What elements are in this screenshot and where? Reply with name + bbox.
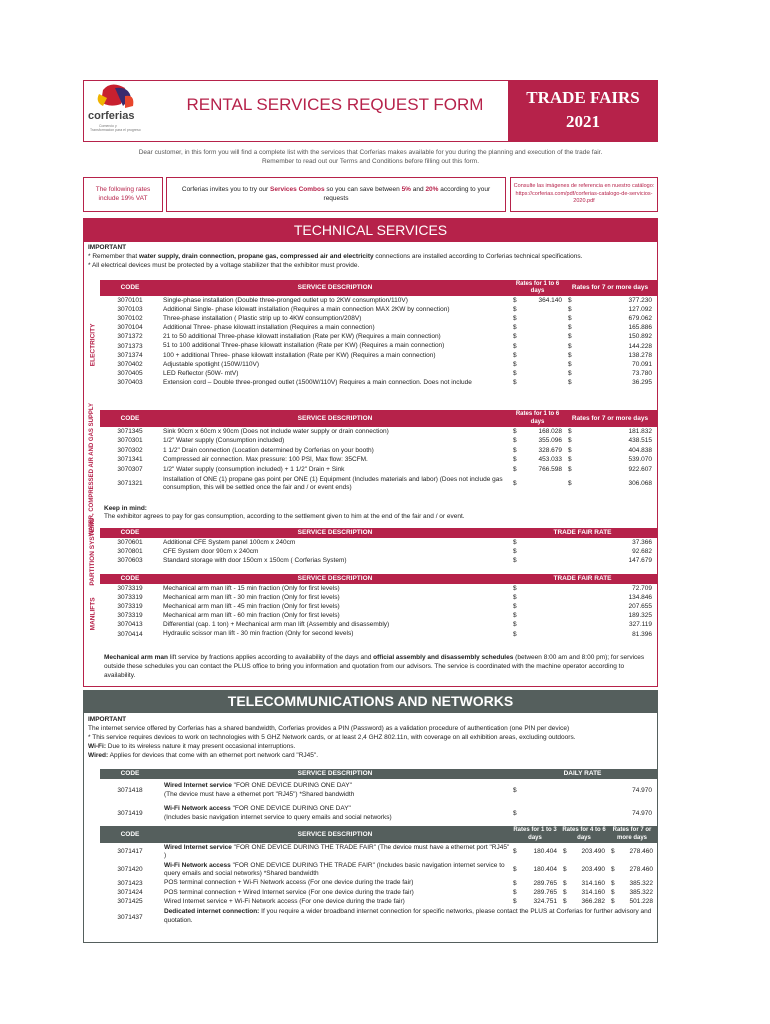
page-title: RENTAL SERVICES REQUEST FORM xyxy=(186,95,484,114)
currency-symbol: $ xyxy=(513,324,517,332)
row-desc: Sink 90cm x 60cm x 90cm (Does not include water supply or drain connection) xyxy=(163,427,389,435)
row-desc: Differential (cap. 1 ton) + Mechanical arm man lift (Assembly and disassembly) xyxy=(163,621,390,629)
currency-symbol: $ xyxy=(513,379,517,387)
row-code: 3073319 xyxy=(117,584,143,592)
rate-value: 127.092 xyxy=(628,305,652,313)
rate-value: 168.028 xyxy=(538,427,562,435)
rate-cell xyxy=(565,297,655,305)
rate-cell xyxy=(565,480,655,488)
table-row xyxy=(100,888,658,897)
row-desc: Mechanical arm man lift - 30 min fraction (Only for first levels) xyxy=(163,593,340,601)
row-code: 3071420 xyxy=(117,866,143,874)
rate-cell xyxy=(565,370,655,378)
currency-symbol: $ xyxy=(513,547,517,555)
row-desc: Wired Internet service "FOR ONE DEVICE DURING THE TRADE FAIR" (The device must have a ethernet port "RJ45" ) xyxy=(164,843,510,859)
currency-symbol: $ xyxy=(513,879,517,887)
rate-value: 289.765 xyxy=(533,889,557,897)
row-desc: 1/2" Water supply (consumption included) + 1 1/2" Drain + Sink xyxy=(163,465,345,473)
rate-cell xyxy=(565,306,655,314)
trade-fairs-badge xyxy=(508,80,658,142)
currency-symbol: $ xyxy=(513,370,517,378)
currency-symbol: $ xyxy=(568,437,572,445)
intro-line: Remember to read out our Terms and Conditions before filling out this form. xyxy=(261,158,479,166)
row-desc: Additional Three- phase kilowatt installation (Requires a main connection) xyxy=(163,324,375,332)
currency-symbol: $ xyxy=(513,480,517,488)
currency-symbol: $ xyxy=(513,848,517,856)
table-row xyxy=(100,324,658,333)
table-row xyxy=(100,843,658,861)
rate-value: 366.282 xyxy=(581,898,605,906)
row-desc: Dedicated internet connection: If you require a wider broadband internet connection for specific networks, please contact the PLUS at Corferias for further advisory and quotation. xyxy=(164,907,652,924)
rate-cell xyxy=(510,379,565,387)
row-desc: Installation of ONE (1) propane gas point per ONE (1) Equipment (Includes materials and labor) (Does not include gas consumption, this will be settled once the fair and / or event ends) xyxy=(163,475,503,491)
table-row xyxy=(100,612,658,621)
rate-value: 70.091 xyxy=(632,361,652,368)
currency-symbol: $ xyxy=(513,786,517,794)
rate-cell xyxy=(565,379,655,387)
row-desc: Mechanical arm man lift - 45 min fraction (Only for first levels) xyxy=(163,602,340,610)
table-row xyxy=(100,333,658,342)
table-row xyxy=(100,556,658,565)
row-code: 3070301 xyxy=(117,437,143,445)
rate-cell xyxy=(560,848,608,856)
rate-cell xyxy=(565,466,655,474)
currency-symbol: $ xyxy=(563,879,567,887)
rate-cell xyxy=(510,437,565,445)
currency-symbol: $ xyxy=(611,848,615,856)
rate-value: 766.598 xyxy=(538,465,562,473)
table-row xyxy=(100,446,658,456)
currency-symbol: $ xyxy=(513,361,517,368)
row-desc: Mechanical arm man lift - 15 min fraction (Only for first levels) xyxy=(163,584,340,592)
rate-cell xyxy=(565,428,655,436)
rate-value: 144.228 xyxy=(628,342,652,350)
row-desc: 1 1/2" Drain connection (Location determined by Corferias on your booth) xyxy=(163,446,374,454)
row-code: 3070402 xyxy=(117,361,143,368)
table-row xyxy=(100,456,658,466)
currency-symbol: $ xyxy=(568,427,572,435)
currency-symbol: $ xyxy=(568,379,572,387)
currency-symbol: $ xyxy=(568,333,572,341)
rate-cell xyxy=(510,866,560,874)
currency-symbol: $ xyxy=(513,538,517,546)
rate-cell xyxy=(510,548,655,556)
table-row xyxy=(100,602,658,611)
row-code: 3071437 xyxy=(117,913,143,921)
row-code: 3073319 xyxy=(117,612,143,620)
telecom-title: TELECOMMUNICATIONS AND NETWORKS xyxy=(83,690,658,713)
currency-symbol: $ xyxy=(513,456,517,464)
row-desc: Three-phase installation ( Plastic strip up to 4KW consumption/208V) xyxy=(163,314,362,322)
currency-symbol: $ xyxy=(513,342,517,350)
rate-cell xyxy=(510,848,560,856)
water-table xyxy=(100,410,658,494)
currency-symbol: $ xyxy=(513,866,517,874)
currency-symbol: $ xyxy=(513,333,517,341)
currency-symbol: $ xyxy=(513,351,517,359)
rate-cell xyxy=(510,810,655,818)
currency-symbol: $ xyxy=(513,809,517,817)
currency-symbol: $ xyxy=(568,342,572,350)
currency-symbol: $ xyxy=(611,898,615,906)
row-desc: POS terminal connection + Wi-Fi Network access (For one device during the trade fair) xyxy=(164,879,414,887)
rate-cell xyxy=(510,585,655,593)
year-label: 2021 xyxy=(566,112,600,131)
row-desc: Standard storage with door 150cm x 150cm ( Corferias System) xyxy=(163,556,347,564)
rate-cell xyxy=(510,428,565,436)
rate-cell xyxy=(608,848,656,856)
row-code: 3073319 xyxy=(117,603,143,611)
telecom-notes: IMPORTANT The internet service offered by Corferias has a shared bandwidth, Corferias provides a PIN (Password) as a validation procedure of authentication (one PIN per device) * This service requires devices to work on technologies with 5 GHZ Network cards, or at least 2,4 GHZ 802.11n, with coverage on all exhibition areas, excluding outdoors. Wi-Fi: Due to its wireless nature it may present occasional interruptions. Wired: Applies for devices that come with an ethernet port network card "RJ45". xyxy=(88,716,576,760)
intro-text xyxy=(83,148,658,167)
row-desc: 51 to 100 additional Three-phase kilowatt installation (Rate per KW) (Requires a main connection) xyxy=(163,342,445,350)
rate-value: 134.846 xyxy=(628,593,652,601)
electricity-table xyxy=(100,280,658,388)
row-code: 3071417 xyxy=(117,848,143,856)
rate-cell xyxy=(565,447,655,455)
row-code: 3071419 xyxy=(117,809,143,817)
currency-symbol: $ xyxy=(513,621,517,629)
rate-value: 36.295 xyxy=(632,379,652,387)
row-desc: POS terminal connection + Wired Internet service (For one device during the trade fair) xyxy=(164,888,414,896)
currency-symbol: $ xyxy=(611,889,615,897)
currency-symbol: $ xyxy=(568,465,572,473)
table-header: CODE SERVICE DESCRIPTION Rates for 1 to 3 days Rates for 4 to 6 days Rates for 7 or more days xyxy=(100,826,658,843)
table-row xyxy=(100,370,658,379)
table-row xyxy=(100,465,658,475)
row-code: 3070601 xyxy=(117,538,143,546)
table-row xyxy=(100,621,658,630)
rate-value: 278.460 xyxy=(629,848,653,856)
rate-value: 74.970 xyxy=(632,786,652,794)
row-code: 3070403 xyxy=(117,379,143,387)
currency-symbol: $ xyxy=(568,480,572,488)
row-code: 3070101 xyxy=(117,296,143,304)
currency-symbol: $ xyxy=(611,866,615,874)
rate-value: 438.515 xyxy=(628,437,652,445)
rate-cell xyxy=(560,866,608,874)
brand-name: corferias xyxy=(88,110,135,122)
currency-symbol: $ xyxy=(568,370,572,378)
row-code: 3071321 xyxy=(117,480,143,488)
currency-symbol: $ xyxy=(513,315,517,323)
rate-cell xyxy=(510,621,655,629)
currency-symbol: $ xyxy=(568,305,572,313)
rate-value: 377.230 xyxy=(628,296,652,304)
rate-cell xyxy=(565,437,655,445)
row-desc: Wired Internet service + Wi-Fi Network access (For one device during the trade fair) xyxy=(164,898,405,906)
manlifts-table xyxy=(100,574,658,639)
currency-symbol: $ xyxy=(513,612,517,620)
manlifts-label: MANLIFTS xyxy=(89,597,97,631)
rate-cell xyxy=(565,324,655,332)
rate-cell xyxy=(560,898,608,906)
rate-value: 679.062 xyxy=(628,315,652,323)
row-desc: 100 + additional Three- phase kilowatt installation (Rate per KW) (Requires a main connection) xyxy=(163,351,436,359)
rate-value: 306.068 xyxy=(628,480,652,488)
rate-cell xyxy=(510,306,565,314)
table-row xyxy=(100,879,658,888)
row-code: 3070405 xyxy=(117,370,143,378)
row-desc: Wired Internet service "FOR ONE DEVICE DURING ONE DAY" (The device must have a ethernet port "RJ45") *Shared bandwidth xyxy=(164,781,355,798)
table-row xyxy=(100,379,658,388)
daily-rate-table xyxy=(100,769,658,825)
row-desc: Mechanical arm man lift - 60 min fraction (Only for first levels) xyxy=(163,612,340,620)
rate-cell xyxy=(510,539,655,547)
row-code: 3070307 xyxy=(117,465,143,473)
row-desc: Wi-Fi Network access "FOR ONE DEVICE DURING THE TRADE FAIR" (Includes basic navigation internet service to query emails and social networks) *Shared bandwidth xyxy=(164,861,505,877)
rate-value: 404.838 xyxy=(628,446,652,454)
rate-cell xyxy=(510,631,655,639)
currency-symbol: $ xyxy=(513,557,517,565)
rate-value: 327.119 xyxy=(628,621,652,629)
rate-cell xyxy=(510,370,565,378)
currency-symbol: $ xyxy=(513,427,517,435)
rate-cell xyxy=(510,352,565,360)
row-code: 3071373 xyxy=(117,342,143,350)
row-code: 3070413 xyxy=(117,621,143,629)
rate-value: 355.096 xyxy=(538,437,562,445)
partition-label: PARTITION SYSTEMS xyxy=(89,518,97,586)
table-header: CODE SERVICE DESCRIPTION Rates for 1 to 6 days Rates for 7 or more days xyxy=(100,410,658,427)
table-row xyxy=(100,538,658,547)
rate-cell xyxy=(510,557,655,565)
currency-symbol: $ xyxy=(563,889,567,897)
table-row xyxy=(100,547,658,556)
keep-in-mind: Keep in mind: The exhibitor agrees to pay for gas consumption, according to the settlement given to him at the end of the fair and / or event. xyxy=(104,505,465,520)
table-row xyxy=(100,593,658,602)
rate-cell xyxy=(510,480,565,488)
currency-symbol: $ xyxy=(513,305,517,313)
row-desc: LED Reflector (50W- mtV) xyxy=(163,370,239,378)
table-row xyxy=(100,779,658,802)
rate-cell xyxy=(510,787,655,795)
rate-value: 37.366 xyxy=(632,538,652,546)
row-desc: Extension cord – Double three-pronged outlet (1500W/110V) Requires a main connection. Does not include xyxy=(163,379,472,387)
table-header: CODE SERVICE DESCRIPTION Rates for 1 to 6 days Rates for 7 or more days xyxy=(100,280,658,296)
currency-symbol: $ xyxy=(513,437,517,445)
table-header: CODE SERVICE DESCRIPTION TRADE FAIR RATE xyxy=(100,574,658,584)
rate-cell xyxy=(510,466,565,474)
rate-value: 453.033 xyxy=(538,456,562,464)
rate-value: 92.682 xyxy=(632,547,652,555)
electricity-label: ELECTRICITY xyxy=(89,323,97,367)
rate-value: 328.679 xyxy=(538,446,562,454)
rate-cell xyxy=(565,361,655,369)
currency-symbol: $ xyxy=(513,630,517,638)
rate-cell xyxy=(510,343,565,351)
rate-value: 180.404 xyxy=(533,848,557,856)
rate-value: 150.892 xyxy=(628,333,652,341)
row-desc: Additional CFE System panel 100cm x 240cm xyxy=(163,538,296,546)
table-row xyxy=(100,314,658,323)
currency-symbol: $ xyxy=(568,361,572,368)
table-row xyxy=(100,351,658,360)
table-row xyxy=(100,802,658,825)
rate-value: 203.490 xyxy=(581,848,605,856)
row-code: 3071418 xyxy=(117,786,143,794)
rate-cell xyxy=(510,297,565,305)
rate-value: 324.751 xyxy=(533,898,557,906)
rate-value: 147.679 xyxy=(628,557,652,565)
row-desc: Compressed air connection. Max pressure: 100 PSI, Max flow: 35CFM. xyxy=(163,456,368,464)
rate-cell xyxy=(565,456,655,464)
currency-symbol: $ xyxy=(513,465,517,473)
row-code: 3070104 xyxy=(117,324,143,332)
rate-cell xyxy=(608,866,656,874)
currency-symbol: $ xyxy=(513,584,517,592)
rate-cell xyxy=(608,880,656,888)
rate-value: 314.160 xyxy=(581,889,605,897)
row-code: 3070414 xyxy=(117,630,143,638)
row-code: 3070102 xyxy=(117,315,143,323)
rate-cell xyxy=(608,898,656,906)
row-desc: Adjustable spotlight (150W/110V) xyxy=(163,360,259,368)
row-code: 3071424 xyxy=(117,889,143,897)
row-desc: 21 to 50 additional Three-phase kilowatt installation (Rate per KW) (Requires a main connection) xyxy=(163,333,441,341)
rate-value: 189.325 xyxy=(628,612,652,620)
currency-symbol: $ xyxy=(611,879,615,887)
rate-value: 138.278 xyxy=(628,351,652,359)
table-row xyxy=(100,898,658,907)
currency-symbol: $ xyxy=(563,866,567,874)
rate-value: 278.460 xyxy=(629,866,653,874)
row-code: 3071374 xyxy=(117,351,143,359)
rate-value: 385.322 xyxy=(629,879,653,887)
rate-value: 364.140 xyxy=(538,296,562,304)
row-desc: CFE System door 90cm x 240cm xyxy=(163,547,259,555)
manlift-note: Mechanical arm man lift service by fractions applies according to availability of the days and official assembly and disassembly schedules (between 8:00 am and 8:00 pm); for services outside these schedules you can contact the PLUS office to bring you information and quotation from our advisors. The service is coordinated with the machine operator according to availability. xyxy=(104,654,645,680)
rate-cell xyxy=(565,343,655,351)
rate-value: 74.970 xyxy=(632,809,652,817)
corferias-logo xyxy=(85,82,165,140)
currency-symbol: $ xyxy=(513,898,517,906)
rate-value: 314.160 xyxy=(581,879,605,887)
rate-cell xyxy=(510,324,565,332)
brand-tagline: Transformacion para el progreso xyxy=(90,128,141,132)
brand-tagline: Comercio y xyxy=(99,124,117,128)
rate-cell xyxy=(565,315,655,323)
rate-cell xyxy=(560,889,608,897)
rate-cell xyxy=(510,333,565,341)
rate-value: 165.886 xyxy=(628,324,652,332)
rate-value: 73.780 xyxy=(632,370,652,378)
table-header: CODE SERVICE DESCRIPTION DAILY RATE xyxy=(100,769,658,779)
currency-symbol: $ xyxy=(568,296,572,304)
rate-cell xyxy=(510,447,565,455)
rate-value: 539.070 xyxy=(628,456,652,464)
partition-table xyxy=(100,528,658,566)
currency-symbol: $ xyxy=(568,315,572,323)
rate-cell xyxy=(565,333,655,341)
fair-rate-table xyxy=(100,826,658,929)
rate-cell xyxy=(510,603,655,611)
table-row xyxy=(100,427,658,437)
currency-symbol: $ xyxy=(563,898,567,906)
table-header: CODE SERVICE DESCRIPTION TRADE FAIR RATE xyxy=(100,528,658,538)
table-row xyxy=(100,296,658,305)
table-row xyxy=(100,861,658,879)
rate-value: 289.765 xyxy=(533,879,557,887)
currency-symbol: $ xyxy=(513,593,517,601)
rate-value: 501.228 xyxy=(629,898,653,906)
currency-symbol: $ xyxy=(568,351,572,359)
currency-symbol: $ xyxy=(568,446,572,454)
rate-cell xyxy=(510,315,565,323)
rate-value: 203.490 xyxy=(581,866,605,874)
row-desc: Single-phase installation (Double three-pronged outlet up to 2KW consumption/110V) xyxy=(163,296,408,304)
rate-cell xyxy=(560,880,608,888)
table-row xyxy=(100,360,658,369)
rate-value: 385.322 xyxy=(629,889,653,897)
rate-cell xyxy=(565,352,655,360)
rate-cell xyxy=(608,889,656,897)
row-code: 3070103 xyxy=(117,305,143,313)
currency-symbol: $ xyxy=(568,324,572,332)
table-row xyxy=(100,437,658,447)
currency-symbol: $ xyxy=(513,603,517,611)
rate-cell xyxy=(510,361,565,369)
trade-fairs-label: TRADE FAIRS xyxy=(526,88,640,107)
table-row xyxy=(100,907,658,929)
row-desc: Additional Single- phase kilowatt installation (Requires a main connection MAX 2KW by connection) xyxy=(163,305,450,313)
row-code: 3070603 xyxy=(117,557,143,565)
table-row xyxy=(100,630,658,639)
rate-cell xyxy=(510,889,560,897)
rate-value: 180.404 xyxy=(533,866,557,874)
row-code: 3071345 xyxy=(117,427,143,435)
row-desc: 1/2" Water supply (Consumption included) xyxy=(163,437,285,445)
rate-value: 72.709 xyxy=(632,584,652,592)
technical-services-title: TECHNICAL SERVICES xyxy=(83,218,658,242)
rate-cell xyxy=(510,612,655,620)
row-code: 3071423 xyxy=(117,879,143,887)
rate-cell xyxy=(510,594,655,602)
intro-line: Dear customer, in this form you will find a complete list with the services that Corferias makes available for you during the planning and execution of the trade fair. xyxy=(138,149,603,156)
rate-value: 922.607 xyxy=(628,465,652,473)
rate-cell xyxy=(510,898,560,906)
rate-value: 181.832 xyxy=(628,427,652,435)
currency-symbol: $ xyxy=(513,296,517,304)
currency-symbol: $ xyxy=(513,889,517,897)
row-code: 3071341 xyxy=(117,456,143,464)
catalog-link[interactable]: Consulte las imágenes de referencia en nuestro catálogo: https://corferias.com/pdf/corferias-catalogo-de-servicios-2020.pdf xyxy=(510,177,658,212)
row-desc: Hydraulic scissor man lift - 30 min fraction (Only for second levels) xyxy=(163,630,354,638)
table-row xyxy=(100,305,658,314)
currency-symbol: $ xyxy=(513,446,517,454)
row-code: 3070302 xyxy=(117,446,143,454)
currency-symbol: $ xyxy=(568,456,572,464)
table-row xyxy=(100,584,658,593)
currency-symbol: $ xyxy=(563,848,567,856)
row-code: 3070801 xyxy=(117,547,143,555)
technical-notes: IMPORTANT * Remember that water supply, drain connection, propane gas, compressed air and electricity connections are installed according to Corferias technical specifications. * All electrical devices must be protected by a voltage stabilizer that the exhibitor must provide. xyxy=(88,244,583,270)
row-code: 3073319 xyxy=(117,593,143,601)
table-row xyxy=(100,475,658,494)
rate-value: 81.396 xyxy=(632,630,652,638)
row-code: 3071372 xyxy=(117,333,143,341)
combo-notice: Corferias invites you to try our Services Combos so you can save between 5% and 20% according to your requests xyxy=(166,177,506,212)
vat-notice: The following rates include 19% VAT xyxy=(83,177,163,212)
rate-value: 207.655 xyxy=(628,603,652,611)
table-row xyxy=(100,342,658,351)
rate-cell xyxy=(510,880,560,888)
row-code: 3071425 xyxy=(117,898,143,906)
row-desc: Wi-Fi Network access "FOR ONE DEVICE DURING ONE DAY" (Includes basic navigation internet service to query emails and social networks) xyxy=(164,804,392,821)
rate-cell xyxy=(510,456,565,464)
water-label: WATER, COMPRESSED AIR AND GAS SUPPLY xyxy=(89,403,96,537)
